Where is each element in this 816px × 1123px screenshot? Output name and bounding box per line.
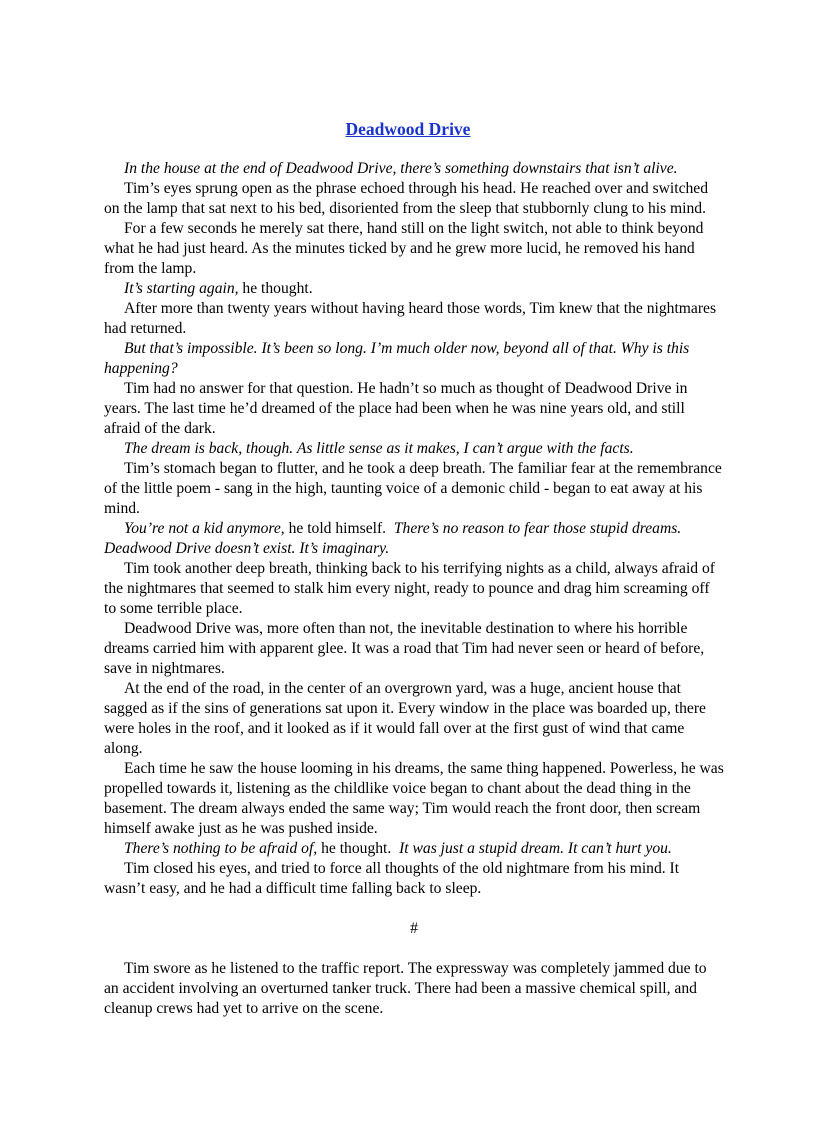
page-title [0, 117, 816, 141]
text-span: he thought. [238, 280, 313, 297]
paragraph [104, 519, 724, 559]
italic-span: You’re not a kid anymore, [124, 520, 285, 537]
paragraph: Deadwood Drive was, more often than not, the inevitable destination to where his horrible dreams carried him with apparent glee. It was a road that Tim had never seen or heard of before, save in nightmares. [104, 620, 705, 677]
paragraph: Tim swore as he listened to the traffic report. The expressway was completely jammed due to an accident involving an overturned tanker truck. There had been a massive chemical spill, and cleanup crews had yet to arrive on the scene. [104, 960, 707, 1017]
story-body [104, 159, 724, 1019]
paragraph [104, 279, 724, 299]
paragraph: Tim had no answer for that question. He hadn’t so much as thought of Deadwood Drive in years. The last time he’d dreamed of the place had been when he was nine years old, and still afraid of the dark. [104, 380, 688, 437]
paragraph: Tim’s eyes sprung open as the phrase echoed through his head. He reached over and switched on the lamp that sat next to his bed, disoriented from the sleep that stubbornly clung to his mind. [104, 180, 709, 217]
italic-span: It’s starting again, [124, 280, 239, 297]
text-span: he told himself. [284, 520, 394, 537]
italic-span: There’s nothing to be afraid of, [124, 840, 318, 857]
paragraph: In the house at the end of Deadwood Drive, there’s something downstairs that isn’t alive. [124, 160, 678, 177]
title-link[interactable]: Deadwood Drive [345, 119, 471, 139]
section-separator: # [410, 920, 418, 937]
paragraph: Tim’s stomach began to flutter, and he took a deep breath. The familiar fear at the remembrance of the little poem - sang in the high, taunting voice of a demonic child - began to eat away at his mind. [104, 460, 722, 517]
italic-span: There’s no reason to fear those stupid dreams. Deadwood Drive doesn’t exist. It’s imaginary. [104, 520, 682, 557]
paragraph: At the end of the road, in the center of an overgrown yard, was a huge, ancient house that sagged as if the sins of generations sat upon it. Every window in the place was boarded up, there were holes in the roof, and it looked as if it would fall over at the first gust of wind that came along. [104, 680, 706, 757]
paragraph: Tim took another deep breath, thinking back to his terrifying nights as a child, always afraid of the nightmares that seemed to stalk him every night, ready to pounce and drag him screaming off to some terrible place. [104, 560, 715, 617]
paragraph: Each time he saw the house looming in his dreams, the same thing happened. Powerless, he was propelled towards it, listening as the childlike voice began to chant about the dead thing in the basement. The dream always ended the same way; Tim would reach the front door, then scream himself awake just as he was pushed inside. [104, 760, 724, 837]
paragraph: The dream is back, though. As little sense as it makes, I can’t argue with the facts. [124, 440, 634, 457]
paragraph: Tim closed his eyes, and tried to force all thoughts of the old nightmare from his mind. It wasn’t easy, and he had a difficult time falling back to sleep. [104, 860, 680, 897]
paragraph [104, 839, 724, 859]
paragraph: After more than twenty years without having heard those words, Tim knew that the nightmares had returned. [104, 300, 717, 337]
text-span: he thought. [317, 840, 400, 857]
italic-span: It was just a stupid dream. It can’t hurt you. [399, 840, 672, 857]
paragraph: But that’s impossible. It’s been so long. I’m much older now, beyond all of that. Why is this happening? [104, 340, 690, 377]
paragraph: For a few seconds he merely sat there, hand still on the light switch, not able to think beyond what he had just heard. As the minutes ticked by and he grew more lucid, he removed his hand from the lamp. [104, 220, 704, 277]
